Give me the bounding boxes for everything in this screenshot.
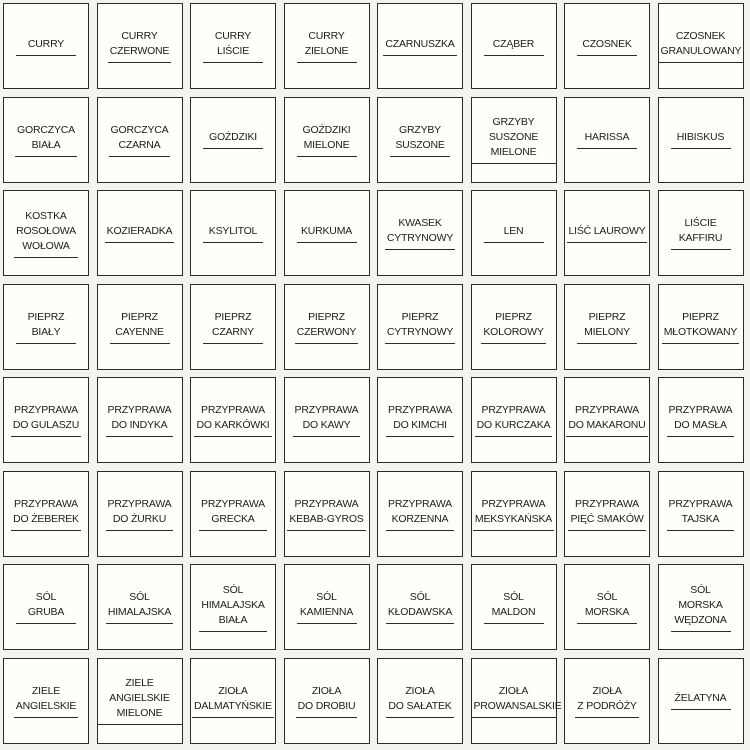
spice-label-text: CZĄBER bbox=[484, 37, 544, 56]
spice-label bbox=[97, 284, 183, 370]
spice-label-text: ZIOŁA DO DROBIU bbox=[296, 684, 358, 718]
spice-label bbox=[97, 471, 183, 557]
spice-label-text: ZIELE ANGIELSKIE bbox=[14, 684, 78, 718]
spice-label bbox=[471, 284, 557, 370]
spice-label bbox=[97, 97, 183, 183]
spice-label bbox=[97, 190, 183, 276]
spice-label-text: CURRY ZIELONE bbox=[297, 29, 357, 63]
spice-label-text: SÓL KAMIENNA bbox=[297, 590, 357, 624]
spice-label-text: LEN bbox=[484, 224, 544, 243]
spice-label-text: PRZYPRAWA DO MAKARONU bbox=[566, 403, 647, 437]
spice-label bbox=[564, 284, 650, 370]
spice-label-text: PRZYPRAWA DO KARKÓWKI bbox=[194, 403, 271, 437]
spice-label bbox=[284, 564, 370, 650]
spice-label bbox=[284, 284, 370, 370]
spice-label bbox=[97, 658, 183, 744]
spice-label-text: PIEPRZ CZARNY bbox=[203, 310, 263, 344]
spice-label bbox=[658, 97, 744, 183]
spice-label-text: SÓL MALDON bbox=[484, 590, 544, 624]
spice-label bbox=[471, 377, 557, 463]
spice-label-text: PRZYPRAWA DO ŻURKU bbox=[106, 497, 174, 531]
spice-label-text: PIEPRZ CAYENNE bbox=[110, 310, 170, 344]
spice-label bbox=[190, 97, 276, 183]
spice-label-text: SÓL HIMALAJSKA bbox=[106, 590, 173, 624]
spice-label bbox=[658, 3, 744, 89]
spice-label bbox=[190, 284, 276, 370]
spice-label-text: KSYLITOL bbox=[203, 224, 263, 243]
spice-label-text: PRZYPRAWA GRECKA bbox=[199, 497, 267, 531]
spice-label bbox=[97, 3, 183, 89]
spice-label bbox=[284, 3, 370, 89]
spice-label-text: KURKUMA bbox=[297, 224, 357, 243]
spice-label-text: GOŹDZIKI MIELONE bbox=[297, 123, 357, 157]
spice-label-text: CZARNUSZKA bbox=[383, 37, 456, 56]
spice-label-text: SÓL KŁODAWSKA bbox=[386, 590, 454, 624]
spice-label bbox=[377, 658, 463, 744]
spice-label-text: ZIOŁA DALMATYŃSKIE bbox=[192, 684, 274, 718]
spice-label-text: PRZYPRAWA DO GULASZU bbox=[11, 403, 81, 437]
spice-label-text: PRZYPRAWA KEBAB-GYROS bbox=[287, 497, 365, 531]
spice-label bbox=[471, 471, 557, 557]
spice-label bbox=[658, 564, 744, 650]
spice-label bbox=[471, 190, 557, 276]
spice-label-text: KOSTKA ROSOŁOWA WOŁOWA bbox=[14, 209, 78, 258]
spice-label bbox=[190, 564, 276, 650]
spice-label bbox=[377, 377, 463, 463]
spice-label bbox=[3, 564, 89, 650]
spice-label bbox=[190, 471, 276, 557]
spice-label-text: PRZYPRAWA KORZENNA bbox=[386, 497, 454, 531]
spice-label bbox=[3, 471, 89, 557]
spice-label-text: CURRY LIŚCIE bbox=[203, 29, 263, 63]
spice-label-text: ZIOŁA Z PODRÓŻY bbox=[575, 684, 638, 718]
spice-label bbox=[284, 377, 370, 463]
spice-label bbox=[471, 658, 562, 744]
spice-label bbox=[564, 97, 650, 183]
spice-label bbox=[564, 564, 650, 650]
spice-label bbox=[97, 564, 183, 650]
spice-label-text: KOZIERADKA bbox=[105, 224, 175, 243]
spice-label bbox=[564, 190, 650, 276]
spice-label-text: SÓL MORSKA WĘDZONA bbox=[671, 583, 731, 632]
spice-label bbox=[190, 658, 276, 744]
spice-label bbox=[658, 377, 744, 463]
spice-label-text: SÓL MORSKA bbox=[577, 590, 637, 624]
spice-label bbox=[377, 97, 463, 183]
spice-label-text: ŻELATYNA bbox=[671, 691, 731, 710]
spice-label-text: PIEPRZ CYTRYNOWY bbox=[385, 310, 455, 344]
spice-label bbox=[658, 471, 744, 557]
spice-label bbox=[564, 658, 650, 744]
spice-label-text: GOŹDZIKI bbox=[203, 130, 263, 149]
spice-label bbox=[564, 3, 650, 89]
spice-label-text: PRZYPRAWA DO ŻEBEREK bbox=[11, 497, 81, 531]
spice-label-text: GORCZYCA CZARNA bbox=[109, 123, 171, 157]
spice-label bbox=[377, 3, 463, 89]
spice-label bbox=[658, 658, 744, 744]
spice-label-text: CZOSNEK GRANULOWANY bbox=[659, 29, 743, 63]
spice-label-text: SÓL HIMALAJSKA BIAŁA bbox=[199, 583, 266, 632]
spice-label bbox=[190, 190, 276, 276]
spice-label bbox=[3, 284, 89, 370]
spice-label-text: PRZYPRAWA PIĘĆ SMAKÓW bbox=[568, 497, 645, 531]
spice-label bbox=[284, 471, 370, 557]
spice-label-text: PIEPRZ MŁOTKOWANY bbox=[662, 310, 739, 344]
spice-label-text: GRZYBY SUSZONE MIELONE bbox=[472, 115, 556, 164]
spice-label bbox=[3, 377, 89, 463]
spice-label-text: LIŚĆ LAUROWY bbox=[567, 224, 648, 243]
spice-label bbox=[658, 190, 744, 276]
spice-label bbox=[377, 471, 463, 557]
spice-label-text: LIŚCIE KAFFIRU bbox=[671, 216, 731, 250]
spice-label bbox=[3, 3, 89, 89]
spice-label-text: PRZYPRAWA DO INDYKA bbox=[106, 403, 174, 437]
spice-label bbox=[3, 190, 89, 276]
spice-label-text: KWASEK CYTRYNOWY bbox=[385, 216, 455, 250]
spice-label-text: CURRY CZERWONE bbox=[108, 29, 171, 63]
spice-label-text: PRZYPRAWA DO KURCZAKA bbox=[475, 403, 553, 437]
spice-label-text: ZIOŁA DO SAŁATEK bbox=[386, 684, 453, 718]
spice-label-text: GORCZYCA BIAŁA bbox=[15, 123, 77, 157]
spice-label bbox=[564, 471, 650, 557]
spice-label-text: PRZYPRAWA DO KAWY bbox=[293, 403, 361, 437]
spice-label-text: PRZYPRAWA MEKSYKAŃSKA bbox=[473, 497, 554, 531]
spice-label bbox=[3, 658, 89, 744]
spice-label-text: SÓL GRUBA bbox=[16, 590, 76, 624]
spice-label bbox=[471, 564, 557, 650]
spice-label-text: HIBISKUS bbox=[671, 130, 731, 149]
spice-label bbox=[564, 377, 650, 463]
spice-label bbox=[471, 97, 557, 183]
spice-label bbox=[97, 377, 183, 463]
spice-label-text: ZIOŁA PROWANSALSKIE bbox=[472, 684, 556, 718]
spice-label-text: CURRY bbox=[16, 37, 76, 56]
spice-label-text: PIEPRZ KOLOROWY bbox=[481, 310, 545, 344]
spice-label bbox=[190, 377, 276, 463]
spice-label bbox=[471, 3, 557, 89]
spice-label-text: HARISSA bbox=[577, 130, 637, 149]
spice-label bbox=[658, 284, 744, 370]
spice-label bbox=[284, 97, 370, 183]
spice-label bbox=[190, 3, 276, 89]
spice-label bbox=[284, 658, 370, 744]
spice-label-text: PIEPRZ BIAŁY bbox=[16, 310, 76, 344]
spice-label bbox=[3, 97, 89, 183]
spice-label-text: PRZYPRAWA DO KIMCHI bbox=[386, 403, 454, 437]
spice-label-grid bbox=[3, 3, 744, 744]
spice-label bbox=[377, 284, 463, 370]
spice-label-text: PIEPRZ MIELONY bbox=[577, 310, 637, 344]
spice-label bbox=[377, 190, 463, 276]
spice-label-text: GRZYBY SUSZONE bbox=[390, 123, 450, 157]
spice-label-text: ZIELE ANGIELSKIE MIELONE bbox=[98, 676, 182, 725]
spice-label bbox=[377, 564, 463, 650]
spice-label-text: PRZYPRAWA TAJSKA bbox=[667, 497, 735, 531]
spice-label bbox=[284, 190, 370, 276]
spice-label-text: CZOSNEK bbox=[577, 37, 637, 56]
spice-label-text: PIEPRZ CZERWONY bbox=[295, 310, 358, 344]
spice-label-text: PRZYPRAWA DO MASŁA bbox=[667, 403, 735, 437]
